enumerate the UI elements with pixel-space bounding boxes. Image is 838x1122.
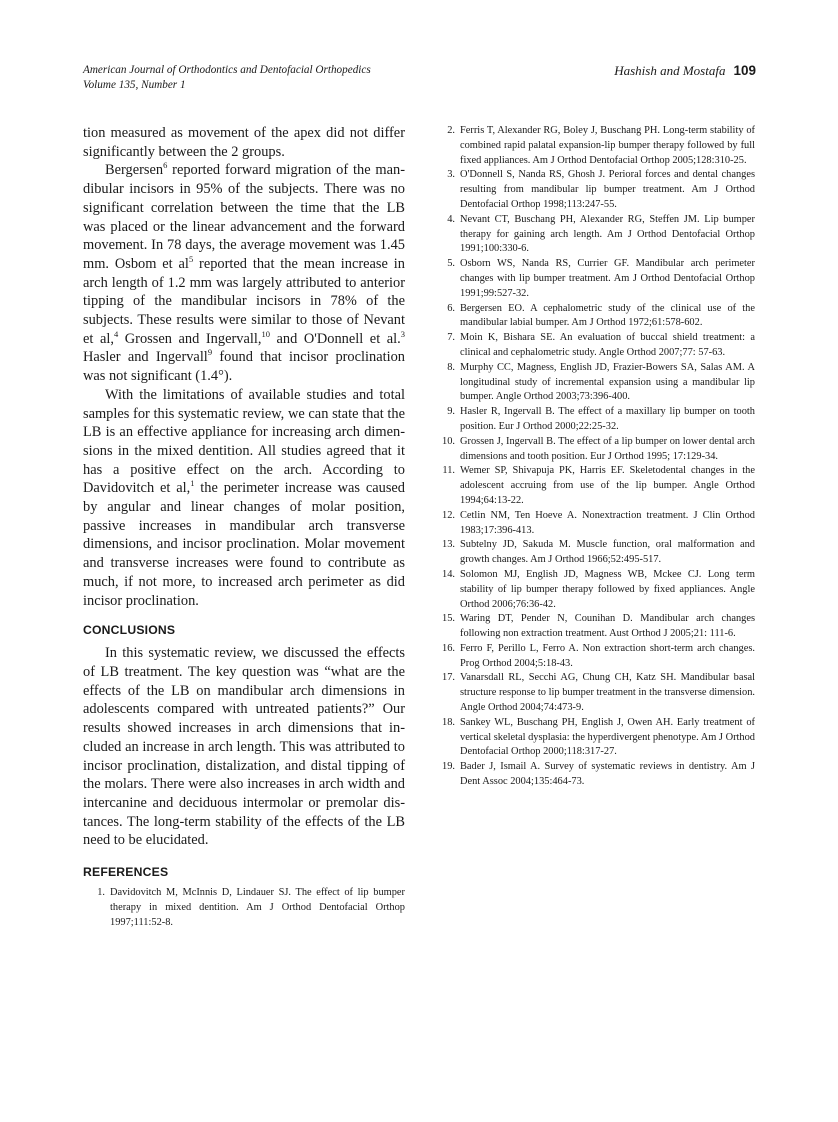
reference-item — [433, 435, 755, 465]
citation-superscript: 3 — [400, 328, 406, 339]
citation-superscript: 9 — [207, 347, 213, 358]
reference-number: 1. — [97, 887, 105, 899]
text-run: reported forward migration of the mandibular incisors in 95% of the subjects. There was no significant correlation between the time that the LB was placed or the linear advancement and the forward movement. In 78 days, the average movement was 1.45 mm. Osbom et al — [83, 162, 405, 272]
reference-item — [433, 168, 755, 212]
text-run: Hasler and Ingervall — [83, 349, 208, 366]
references-list-left — [83, 886, 405, 930]
citation-superscript: 6 — [163, 160, 168, 171]
reference-item — [433, 124, 755, 168]
reference-number: 3. — [447, 169, 455, 181]
discussion-paragraph — [83, 386, 405, 610]
text-run: Grossen and Ingervall, — [118, 330, 262, 347]
reference-text: Ferro F, Perillo L, Ferro A. Non extraction short-term arch changes. Prog Orthod 2004;5:18-43. — [460, 642, 755, 669]
reference-item — [433, 642, 755, 672]
reference-item — [433, 760, 755, 790]
reference-text: Nevant CT, Buschang PH, Alexander RG, Steffen JM. Lip bumper therapy for gaining arch length. Am J Orthod Dentofacial Orthop 1991;100:330-6. — [460, 213, 755, 255]
reference-number: 16. — [442, 642, 455, 654]
references-heading: REFERENCES — [83, 865, 169, 880]
citation-superscript: 1 — [190, 478, 195, 489]
reference-number: 7. — [447, 332, 455, 344]
running-header-left — [83, 63, 371, 93]
running-header-right — [614, 63, 756, 78]
text-run: tion measured as movement of the apex did not differ significantly between the 2 groups. — [83, 125, 405, 160]
conclusions-paragraph: In this systematic review, we discussed the effects of LB treatment. The key question was “what are the effects of the LB on mandibular arch dimensions in adolescents compared with untreated patients?” Our results showed increases in arch dimensions that included an increase in arch length. This was attributed to incisor proclination, distalization, and distal tipping of the molars. There were also increases in arch width and intercanine and deciduous intermolar or premolar distances. The long-term stability of the effects of the LB need to be elucidated. — [83, 645, 405, 849]
reference-text: Solomon MJ, English JD, Magness WB, Mckee CJ. Long term stability of lip bumper therapy followed by fixed appliances. Angle Orthod 2006;76:36-42. — [460, 568, 755, 610]
reference-text: Murphy CC, Magness, English JD, Frazier-Bowers SA, Salas AM. A longitudinal study of incremental expansion using a mandibular lip bumper. Angle Orthod 2003;73:396-400. — [460, 361, 755, 403]
reference-text: Wemer SP, Shivapuja PK, Harris EF. Skeletodental changes in the adolescent accruing from use of the lip bumper. Angle Orthod 1994;64:13-22. — [460, 465, 755, 506]
left-column — [83, 124, 405, 930]
reference-text: Osborn WS, Nanda RS, Currier GF. Mandibular arch perimeter changes with lip bumper treatment. Am J Orthod Dentofacial Orthop 1991;99:527-32. — [460, 258, 755, 299]
running-authors: Hashish and Mostafa — [614, 63, 726, 78]
reference-text: Moin K, Bishara SE. An evaluation of buccal shield treatment: a clinical and cephalometric study. Angle Orthod 2007;77: 57-63. — [460, 332, 755, 358]
reference-number: 6. — [447, 302, 455, 314]
reference-text: Hasler R, Ingervall B. The effect of a maxillary lip bumper on tooth position. Eur J Orthod 2000;22:25-32. — [460, 406, 755, 432]
reference-number: 19. — [442, 761, 455, 773]
reference-number: 12. — [442, 509, 455, 521]
reference-text: Subtelny JD, Sakuda M. Muscle function, oral malformation and growth changes. Am J Orthod 1966;52:495-517. — [460, 539, 755, 566]
reference-text: Bader J, Ismail A. Survey of systematic reviews in dentistry. Am J Dent Assoc 2004;135:464-73. — [460, 761, 755, 788]
journal-title: American Journal of Orthodontics and Dentofacial Orthopedics — [83, 64, 371, 76]
reference-item — [433, 716, 755, 760]
reference-text: Sankey WL, Buschang PH, English J, Owen AH. Early treatment of vertical skeletal dysplasia: the hyperdivergent phenotype. Am J Orthod Dentofacial Orthop 2000;118:317-27. — [460, 716, 756, 758]
text-run: found that incisor proclination was not significant (1.4°). — [83, 349, 405, 385]
reference-number: 13. — [442, 539, 455, 551]
journal-volume: Volume 135, Number 1 — [83, 79, 186, 91]
text-run: reported that the mean increase in arch length of 1.2 mm was largely attributed to anterior tipping of the mandibular incisors in 78% of the subjects. These results were similar to those of Nevant et al, — [83, 255, 405, 347]
reference-item — [433, 257, 755, 301]
reference-item — [433, 568, 755, 612]
text-run: and O'Donnell et al. — [269, 330, 401, 347]
reference-number: 14. — [442, 568, 455, 580]
reference-text: O'Donnell S, Nanda RS, Ghosh J. Perioral forces and dental changes resulting from mandibular lip bumper treatment. Am J Orthod Dentofacial Orthop 1998;113:247-55. — [460, 169, 755, 210]
text-run: the perimeter increase was caused by angular and linear changes of molar position, passive increases in mandibular arch transverse dimensions, and incisor proclination. Molar movement and transverse increases were found to contribute as much, if not more, to increased arch perimeter as did incisor proclination. — [83, 480, 405, 609]
text-run: With the limitations of available studies and total samples for this systematic review, we can state that the LB is an effective appliance for increasing arch dimensions in the mixed dentition. All studies agreed that it has a positive effect on the arch. According to Davidovitch et al, — [83, 386, 405, 497]
reference-item — [83, 886, 405, 930]
reference-number: 8. — [447, 361, 455, 373]
references-list-right — [433, 124, 755, 790]
conclusions-section — [83, 622, 405, 850]
reference-item — [433, 538, 755, 568]
reference-item — [433, 361, 755, 405]
reference-number: 18. — [442, 716, 455, 728]
reference-item — [433, 331, 755, 361]
discussion-section — [83, 124, 405, 610]
citation-superscript: 10 — [261, 328, 270, 339]
reference-text: Waring DT, Pender N, Counihan D. Mandibular arch changes following non extraction treatment. Aust Orthod J 2005;21: 111-6. — [460, 613, 755, 640]
reference-number: 11. — [442, 465, 455, 477]
citation-superscript: 5 — [188, 253, 194, 264]
reference-item — [433, 464, 755, 508]
reference-number: 4. — [447, 213, 455, 225]
text-run: Bergersen — [105, 162, 164, 179]
reference-item — [433, 612, 755, 642]
reference-item — [433, 405, 755, 435]
reference-item — [433, 671, 755, 715]
page-number: 109 — [733, 63, 756, 78]
reference-text: Davidovitch M, McInnis D, Lindauer SJ. The effect of lip bumper therapy in mixed dentition. Am J Orthod Dentofacial Orthop 1997;111:52-8. — [110, 887, 405, 928]
reference-text: Bergersen EO. A cephalometric study of the clinical use of the mandibular labial bumper. Am J Orthod 1972;61:578-602. — [460, 302, 755, 329]
reference-number: 2. — [447, 125, 455, 136]
reference-number: 5. — [447, 258, 455, 270]
reference-item — [433, 213, 755, 257]
reference-number: 10. — [442, 435, 455, 447]
reference-text: Cetlin NM, Ten Hoeve A. Nonextraction treatment. J Clin Orthod 1983;17:396-413. — [460, 509, 755, 536]
references-section — [83, 864, 405, 930]
conclusions-heading: CONCLUSIONS — [83, 623, 176, 638]
reference-item — [433, 509, 755, 539]
reference-number: 9. — [447, 406, 455, 418]
reference-text: Vanarsdall RL, Secchi AG, Chung CH, Katz SH. Mandibular basal structure response to lip bumper treatment in the transverse dimension. Angle Orthod 2004;74:473-9. — [460, 672, 755, 714]
reference-number: 15. — [442, 613, 455, 625]
discussion-paragraph — [83, 161, 405, 385]
discussion-paragraph — [83, 124, 405, 161]
reference-text: Ferris T, Alexander RG, Boley J, Buschang PH. Long-term stability of combined rapid palatal expansion-lip bumper therapy followed by full fixed appliances. Am J Orthod Dentofacial Orthop 2005;128:310-25. — [460, 125, 755, 166]
reference-item — [433, 302, 755, 332]
reference-text: Grossen J, Ingervall B. The effect of a lip bumper on lower dental arch dimensions and tooth position. Eur J Orthod 1995; 17:129-34. — [460, 435, 755, 462]
reference-number: 17. — [442, 672, 455, 684]
citation-superscript: 4 — [113, 328, 119, 339]
